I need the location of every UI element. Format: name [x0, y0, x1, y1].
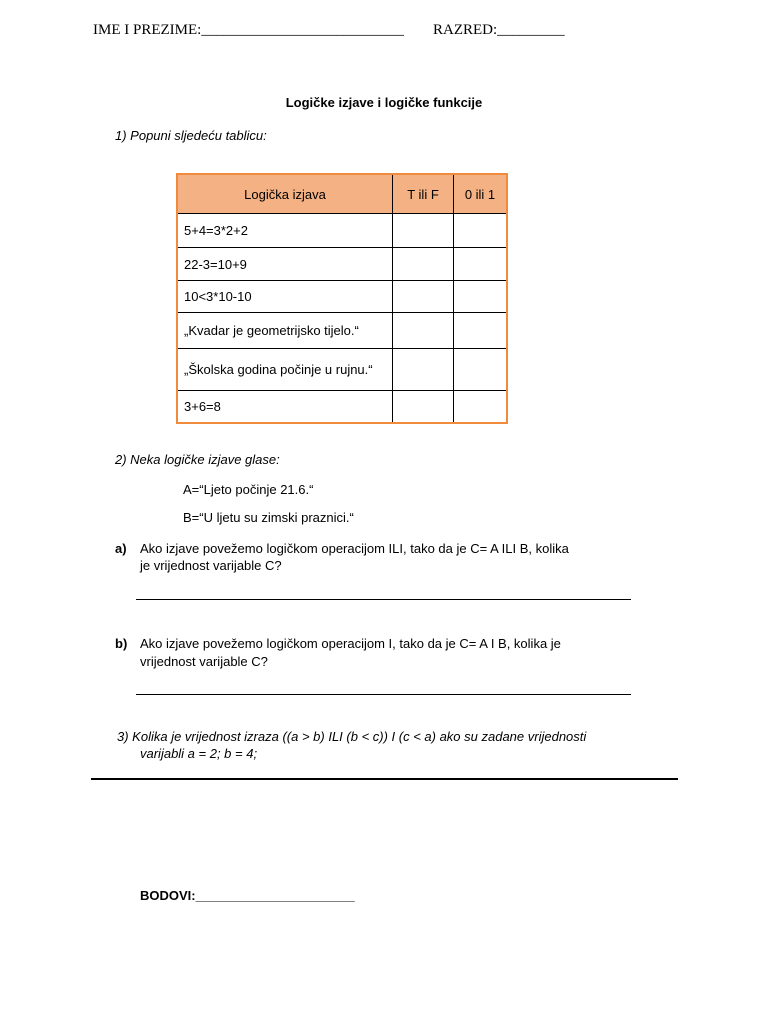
answer-line-a[interactable]	[136, 599, 631, 600]
table-row	[177, 281, 507, 313]
class-field-label: RAZRED:_________	[433, 22, 565, 38]
statement-cell: 22-3=10+9	[177, 248, 393, 281]
subquestion-a-line-1: Ako izjave povežemo logičkom operacijom ILI, tako da je C= A ILI B, kolika	[140, 541, 569, 556]
page-title: Logičke izjave i logičke funkcije	[285, 95, 483, 110]
column-header-zero-one: 0 ili 1	[454, 174, 508, 214]
table-row	[177, 313, 507, 349]
question-3-line-2: varijabli a = 2; b = 4;	[140, 746, 258, 761]
question-2-prompt: 2) Neka logičke izjave glase:	[115, 452, 280, 467]
answer-cell-01[interactable]	[454, 281, 508, 313]
subquestion-a-line-2: je vrijednost varijable C?	[140, 558, 282, 573]
answer-cell-tf[interactable]	[393, 313, 454, 349]
answer-cell-01[interactable]	[454, 248, 508, 281]
subquestion-b-line-1: Ako izjave povežemo logičkom operacijom I, tako da je C= A I B, kolika je	[140, 636, 561, 651]
subquestion-b-marker: b)	[115, 636, 128, 651]
answer-line-3[interactable]	[91, 778, 678, 780]
statement-cell: „Kvadar je geometrijsko tijelo.“	[177, 313, 393, 349]
answer-cell-tf[interactable]	[393, 214, 454, 248]
answer-cell-01[interactable]	[454, 391, 508, 423]
subquestion-b-line-2: vrijednost varijable C?	[140, 654, 268, 669]
table-row	[177, 248, 507, 281]
table-row	[177, 349, 507, 391]
answer-cell-01[interactable]	[454, 349, 508, 391]
answer-line-b[interactable]	[136, 694, 631, 695]
subquestion-a-marker: a)	[115, 541, 127, 556]
statement-cell: 3+6=8	[177, 391, 393, 423]
table-row	[177, 391, 507, 423]
column-header-true-false: T ili F	[393, 174, 454, 214]
table-row	[177, 214, 507, 248]
answer-cell-tf[interactable]	[393, 349, 454, 391]
statement-cell: 10<3*10-10	[177, 281, 393, 313]
statement-b: B=“U ljetu su zimski praznici.“	[183, 510, 354, 525]
statement-cell: 5+4=3*2+2	[177, 214, 393, 248]
answer-cell-01[interactable]	[454, 313, 508, 349]
column-header-statement: Logička izjava	[177, 174, 393, 214]
points-field-label: BODOVI:______________________	[140, 888, 355, 903]
answer-cell-01[interactable]	[454, 214, 508, 248]
question-3-line-1: 3) Kolika je vrijednost izraza ((a > b) ILI (b < c)) I (c < a) ako su zadane vrijednosti	[117, 729, 587, 744]
logic-statements-table	[176, 173, 508, 424]
statement-cell: „Školska godina počinje u rujnu.“	[177, 349, 393, 391]
answer-cell-tf[interactable]	[393, 281, 454, 313]
answer-cell-tf[interactable]	[393, 248, 454, 281]
name-field-label: IME I PREZIME:___________________________	[93, 22, 404, 38]
table-header-row	[177, 174, 507, 214]
answer-cell-tf[interactable]	[393, 391, 454, 423]
statement-a: A=“Ljeto počinje 21.6.“	[183, 482, 314, 497]
question-1-prompt: 1) Popuni sljedeću tablicu:	[115, 128, 267, 143]
